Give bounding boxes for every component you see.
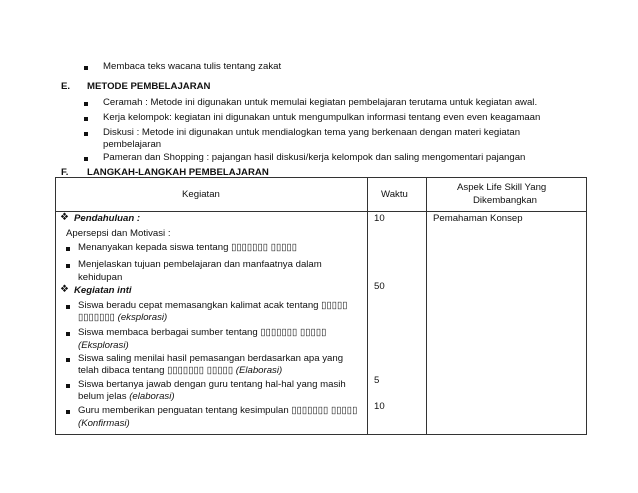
- inti-item-3-text: telah dibaca tentang ▯▯▯▯▯▯▯ ▯▯▯▯▯: [78, 365, 236, 376]
- inti-item-5-line1: Guru memberikan penguatan tentang kesimpulan ▯▯▯▯▯▯▯ ▯▯▯▯▯: [78, 405, 358, 416]
- waktu-pendahuluan: 10: [374, 213, 385, 224]
- waktu-item-5: 10: [374, 401, 385, 412]
- inti-item-1-label: (eksplorasi): [114, 312, 168, 323]
- square-bullet-icon: [66, 358, 70, 362]
- inti-item-1-line2: [78, 312, 167, 323]
- square-bullet-icon: [66, 264, 70, 268]
- waktu-item-4: 5: [374, 375, 380, 386]
- waktu-inti: 50: [374, 281, 385, 292]
- header-kegiatan: Kegiatan: [182, 189, 220, 200]
- table-divider: [367, 178, 368, 434]
- learning-steps-table: [55, 177, 587, 435]
- pendahuluan-sub: Apersepsi dan Motivasi :: [66, 228, 171, 239]
- header-aspek-line1: Aspek Life Skill Yang: [457, 182, 547, 193]
- square-bullet-icon: [84, 66, 88, 70]
- square-bullet-icon: [66, 410, 70, 414]
- section-e-item-1: Ceramah : Metode ini digunakan untuk memulai kegiatan pembelajaran terutama untuk kegiatan awal.: [103, 97, 538, 108]
- square-bullet-icon: [84, 117, 88, 121]
- inti-item-5-line2: (Konfirmasi): [78, 418, 130, 429]
- inti-item-3-line2: [78, 365, 282, 376]
- aspek-value: Pemahaman Konsep: [433, 213, 523, 224]
- inti-item-4-label: (elaborasi): [129, 391, 175, 402]
- header-aspek-line2: Dikembangkan: [473, 195, 537, 206]
- pendahuluan-item-2-line1: Menjelaskan tujuan pembelajaran dan manfaatnya dalam: [78, 259, 322, 270]
- inti-item-3-line1: Siswa saling menilai hasil pemasangan berdasarkan apa yang: [78, 353, 344, 364]
- pendahuluan-item-2-line2: kehidupan: [78, 272, 123, 283]
- section-e-number: E.: [61, 81, 71, 92]
- square-bullet-icon: [84, 157, 88, 161]
- square-bullet-icon: [66, 247, 70, 251]
- pendahuluan-item-1: Menanyakan kepada siswa tentang ▯▯▯▯▯▯▯ ▯▯▯▯▯: [78, 242, 298, 253]
- inti-item-1-line1: Siswa beradu cepat memasangkan kalimat acak tentang ▯▯▯▯▯: [78, 300, 348, 311]
- inti-item-2-line2: (Eksplorasi): [78, 340, 129, 351]
- table-divider: [56, 211, 586, 212]
- inti-item-4-text: belum jelas: [78, 391, 130, 402]
- square-bullet-icon: [84, 132, 88, 136]
- diamond-bullet-icon: ❖: [60, 284, 69, 295]
- table-divider: [426, 178, 427, 434]
- header-waktu: Waktu: [381, 189, 408, 200]
- section-e-item-4: Pameran dan Shopping : pajangan hasil diskusi/kerja kelompok dan saling mengomentari pajangan: [103, 152, 526, 163]
- inti-item-4-line2: [78, 391, 175, 402]
- inti-title: Kegiatan inti: [74, 285, 132, 296]
- section-f-title: LANGKAH-LANGKAH PEMBELAJARAN: [87, 167, 269, 178]
- square-bullet-icon: [66, 305, 70, 309]
- intro-bullet-text: Membaca teks wacana tulis tentang zakat: [103, 61, 282, 72]
- inti-item-3-label: (Elaborasi): [235, 365, 283, 376]
- pendahuluan-title: Pendahuluan :: [74, 213, 141, 224]
- section-e-item-2: Kerja kelompok: kegiatan ini digunakan untuk mengumpulkan informasi tentang even even keagamaan: [103, 112, 541, 123]
- section-f-number: F.: [61, 167, 69, 178]
- inti-item-4-line1: Siswa bertanya jawab dengan guru tentang hal-hal yang masih: [78, 379, 346, 390]
- square-bullet-icon: [84, 102, 88, 106]
- square-bullet-icon: [66, 332, 70, 336]
- section-e-item-3: Diskusi : Metode ini digunakan untuk mendialogkan tema yang berkenaan dengan materi kegiatan: [103, 127, 521, 138]
- diamond-bullet-icon: ❖: [60, 212, 69, 223]
- inti-item-1-glyph: ▯▯▯▯▯▯▯: [78, 312, 115, 323]
- square-bullet-icon: [66, 384, 70, 388]
- inti-item-2-line1: Siswa membaca berbagai sumber tentang ▯▯▯▯▯▯▯ ▯▯▯▯▯: [78, 327, 327, 338]
- section-e-title: METODE PEMBELAJARAN: [87, 81, 211, 92]
- section-e-item-3-cont: pembelajaran: [103, 139, 162, 150]
